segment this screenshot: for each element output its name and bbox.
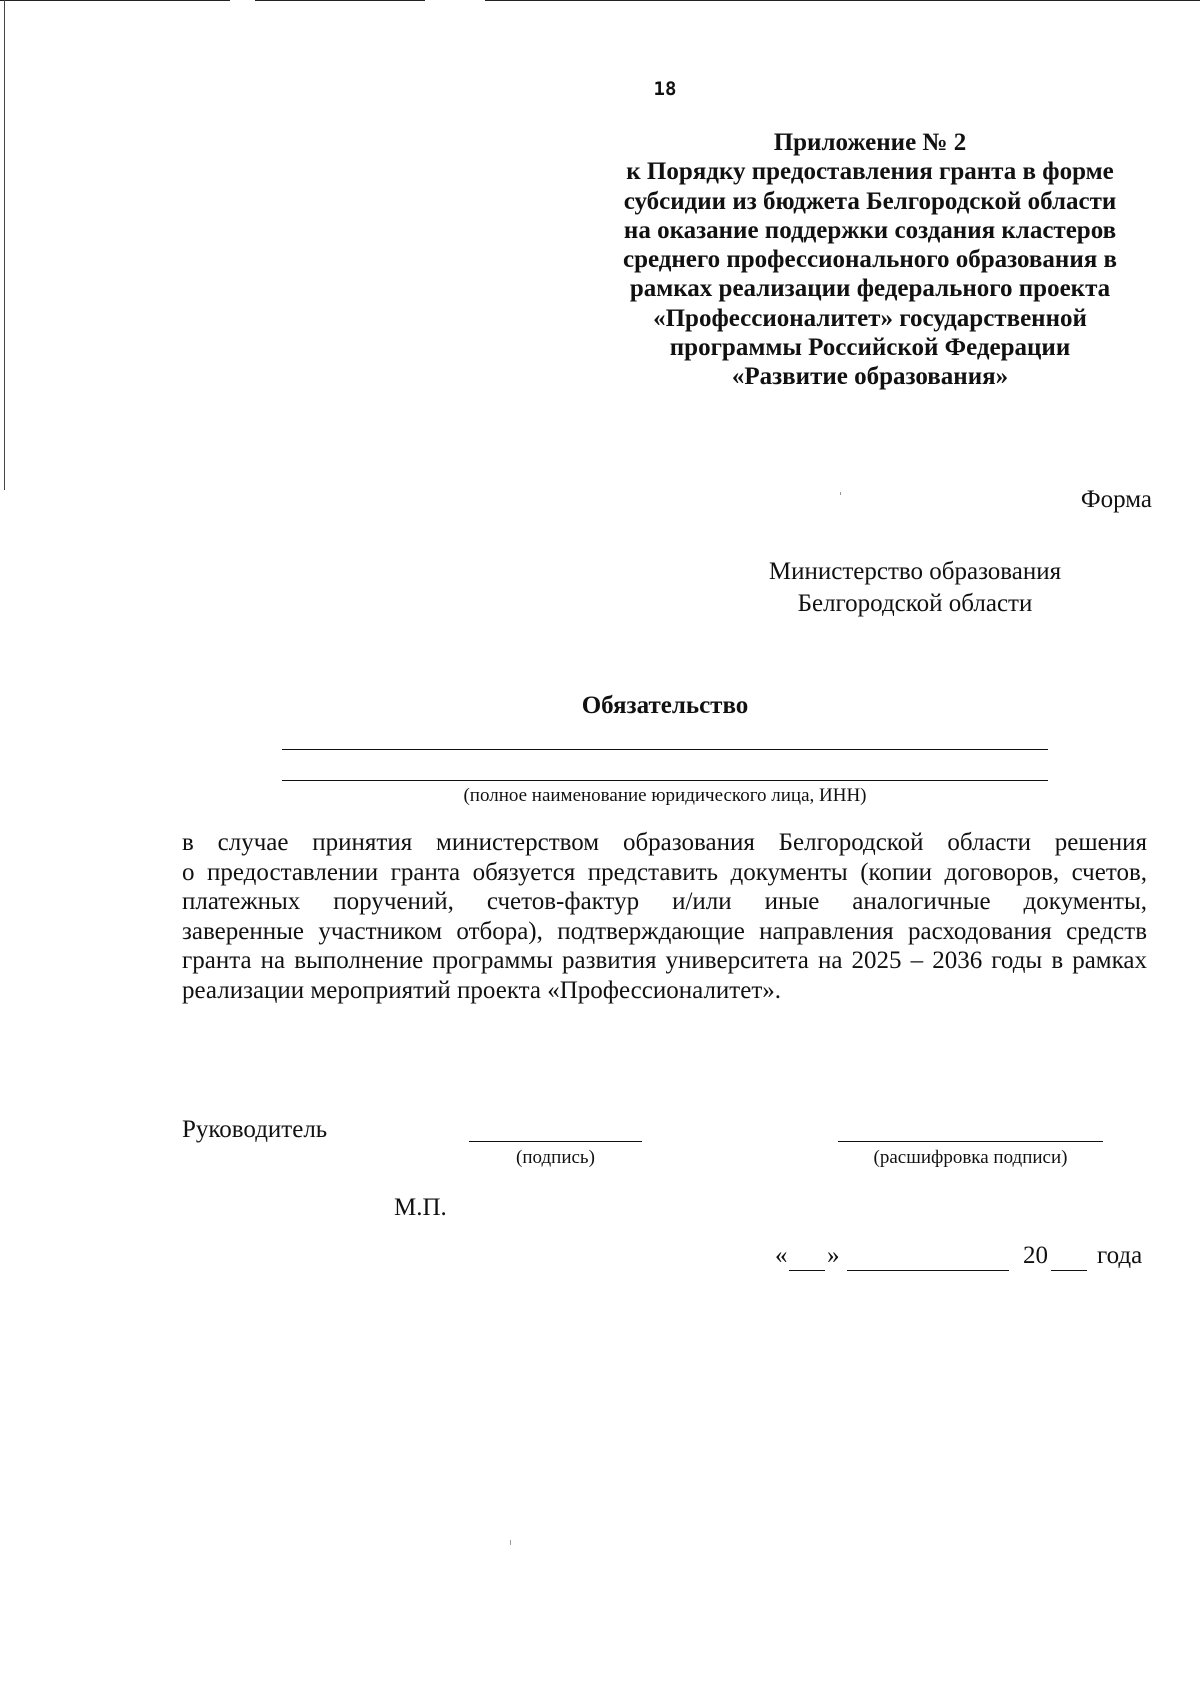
day-blank <box>789 1270 825 1271</box>
date-century: 20 <box>1023 1242 1048 1269</box>
document-title: Обязательство <box>581 692 749 719</box>
appendix-line: «Профессионалитет» государственной <box>653 304 1087 332</box>
scan-edge-top <box>0 0 1200 2</box>
appendix-line: Приложение № 2 <box>773 129 967 156</box>
appendix-line: на оказание поддержки создания кластеров <box>623 216 1117 244</box>
appendix-line: среднего профессионального образования в <box>622 246 1118 274</box>
scan-speck <box>840 492 841 495</box>
scan-speck <box>510 1540 511 1545</box>
month-blank <box>847 1270 1009 1271</box>
body-line: гранта на выполнение программы развития университета на 2025 – 2036 годы в рамках <box>182 947 1147 974</box>
signature-line <box>469 1141 642 1142</box>
appendix-line: рамках реализации федерального проекта <box>629 275 1111 303</box>
signature-caption: (подпись) <box>516 1147 595 1168</box>
addressee <box>745 556 1085 620</box>
entity-caption: (полное наименование юридического лица, ИНН) <box>463 785 867 806</box>
addressee-line: Министерство образования <box>768 558 1062 585</box>
body-line: реализации мероприятий проекта «Профессионалитет». <box>182 976 781 1004</box>
date-suffix: года <box>1097 1242 1143 1269</box>
addressee-line: Белгородской области <box>797 590 1033 617</box>
appendix-header <box>590 128 1150 392</box>
body-line: заверенные участником отбора), подтверждающие направления расходования средств <box>182 917 1147 945</box>
body-line: в случае принятия министерством образования Белгородской области решения <box>182 829 1147 856</box>
entity-name-line <box>282 749 1048 750</box>
signature-decoding-line <box>838 1141 1103 1142</box>
form-label: Форма <box>1080 486 1152 513</box>
entity-name-line <box>282 780 1048 781</box>
body-line: платежных поручений, счетов-фактур и/или иные аналогичные документы, <box>182 888 1147 915</box>
date-line <box>775 1242 1150 1276</box>
stamp-place-label: М.П. <box>394 1194 447 1221</box>
appendix-line: «Развитие образования» <box>731 363 1009 391</box>
scan-edge-left <box>4 0 5 490</box>
appendix-line: к Порядку предоставления гранта в форме <box>626 158 1114 186</box>
head-label: Руководитель <box>182 1116 328 1143</box>
body-line: о предоставлении гранта обязуется представить документы (копии договоров, счетов, <box>182 858 1147 886</box>
page-number: 18 <box>653 78 677 100</box>
signature-decoding-caption: (расшифровка подписи) <box>873 1147 1068 1168</box>
appendix-line: субсидии из бюджета Белгородской области <box>623 187 1117 215</box>
obligation-text <box>182 828 1147 1005</box>
date-close-quote: » <box>827 1242 840 1269</box>
appendix-line: программы Российской Федерации <box>669 334 1071 362</box>
year-blank <box>1051 1270 1087 1271</box>
date-open-quote: « <box>775 1242 788 1269</box>
